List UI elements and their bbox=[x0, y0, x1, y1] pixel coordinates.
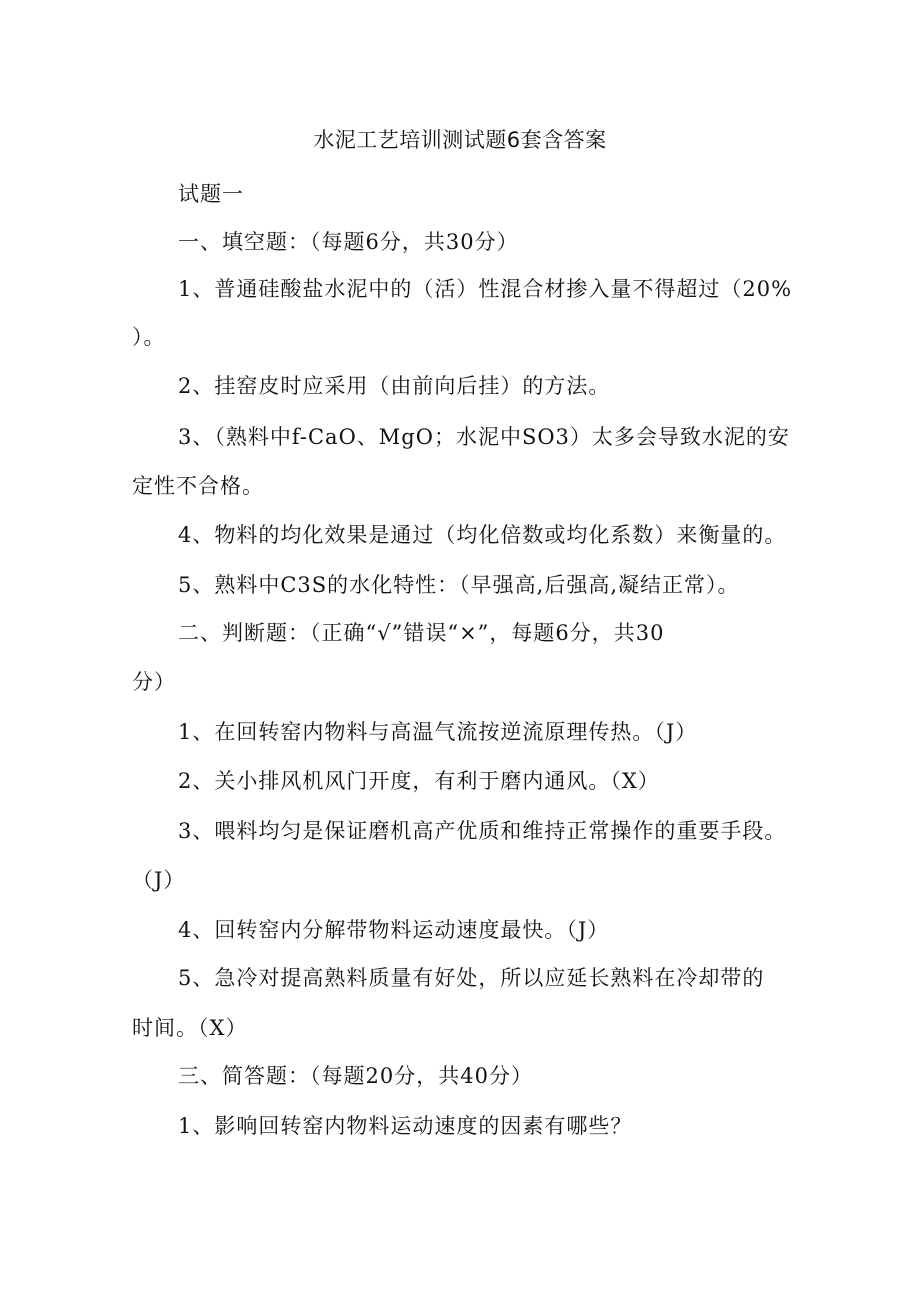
s2-question4: 4、回转窑内分解带物料运动速度最快。（J） bbox=[178, 918, 610, 942]
s1-question1-line2: ）。 bbox=[132, 325, 166, 349]
s2-question3-line2: （J） bbox=[132, 868, 186, 892]
document-title: 水泥工艺培训测试题6套含答案 bbox=[313, 128, 607, 152]
s1-question4: 4、物料的均化效果是通过（均化倍数或均化系数）来衡量的。 bbox=[178, 523, 787, 547]
s1-question1-line1: 1、普通硅酸盐水泥中的（活）性混合材掺入量不得超过（20% bbox=[178, 277, 793, 301]
s2-question5-line1: 5、急冷对提高熟料质量有好处，所以应延长熟料在冷却带的 bbox=[178, 966, 765, 990]
section2-heading-line2: 分） bbox=[132, 670, 176, 694]
s2-question5-line2: 时间。（X） bbox=[132, 1016, 248, 1040]
section2-heading-line1: 二、判断题：（正确“√”错误“×”，每题6分，共30 bbox=[178, 621, 665, 645]
s1-question3-line2: 定性不合格。 bbox=[132, 474, 264, 498]
section1-heading: 一、填空题：（每题6分，共30分） bbox=[178, 230, 519, 254]
s1-question2: 2、挂窑皮时应采用（由前向后挂）的方法。 bbox=[178, 374, 611, 398]
s2-question2: 2、关小排风机风门开度，有利于磨内通风。（X） bbox=[178, 769, 660, 793]
s2-question1: 1、在回转窑内物料与高温气流按逆流原理传热。（J） bbox=[178, 720, 698, 744]
s2-question3-line1: 3、喂料均匀是保证磨机高产优质和维持正常操作的重要手段。 bbox=[178, 819, 787, 843]
s1-question5: 5、熟料中C3S的水化特性：（早强高,后强高,凝结正常）。 bbox=[178, 573, 740, 597]
s3-question1: 1、影响回转窑内物料运动速度的因素有哪些？ bbox=[178, 1114, 633, 1138]
set-label: 试题一 bbox=[178, 182, 244, 206]
section3-heading: 三、简答题：（每题20分，共40分） bbox=[178, 1064, 533, 1088]
s1-question3-line1: 3、（熟料中f-CaO、MgO；水泥中SO3）太多会导致水泥的安 bbox=[178, 425, 790, 449]
